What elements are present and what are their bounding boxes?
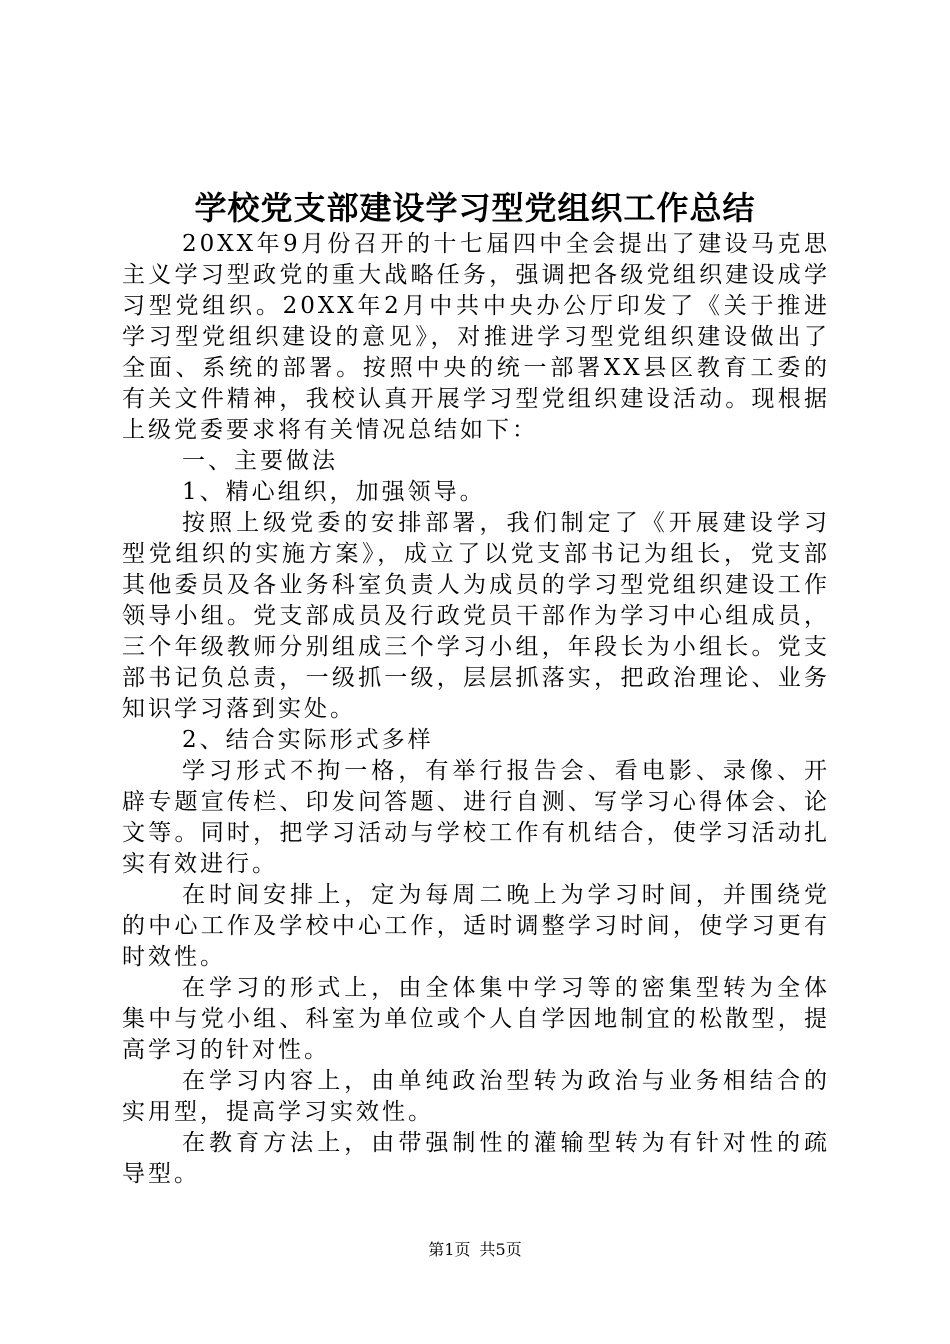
paragraph: 在学习内容上，由单纯政治型转为政治与业务相结合的实用型，提高学习实效性。 bbox=[122, 1068, 830, 1125]
paragraph: 学习形式不拘一格，有举行报告会、看电影、录像、开辟专题宣传栏、印发问答题、进行自测、写学习心得体会、论文等。同时，把学习活动与学校工作有机结合，使学习活动扎实有效进行。 bbox=[122, 758, 830, 877]
page-number: 第1页 bbox=[428, 1240, 471, 1259]
subsection-heading: 1、精心组织，加强领导。 bbox=[182, 479, 486, 505]
paragraph: 按照上级党委的安排部署，我们制定了《开展建设学习型党组织的实施方案》，成立了以党支部书记为组长，党支部其他委员及各业务科室负责人为成员的学习型党组织建设工作领导小组。党支部成员及行政党员干部作为学习中心组成员，三个年级教师分别组成三个学习小组，年段长为小组长。党支部书记负总责，一级抓一级，层层抓落实，把政治理论、业务知识学习落到实处。 bbox=[122, 510, 830, 722]
paragraph: 在学习的形式上，由全体集中学习等的密集型转为全体集中与党小组、科室为单位或个人自学因地制宜的松散型，提高学习的针对性。 bbox=[122, 975, 830, 1063]
subsection-heading: 2、结合实际形式多样 bbox=[182, 727, 434, 753]
document-title: 学校党支部建设学习型党组织工作总结 bbox=[194, 189, 756, 227]
page-total: 共5页 bbox=[479, 1240, 522, 1259]
paragraph: 在时间安排上，定为每周二晚上为学习时间，并围绕党的中心工作及学校中心工作，适时调整学习时间，使学习更有时效性。 bbox=[122, 882, 830, 970]
paragraph: 在教育方法上，由带强制性的灌输型转为有针对性的疏导型。 bbox=[122, 1130, 830, 1187]
page-footer bbox=[0, 1238, 950, 1262]
section-heading: 一、主要做法 bbox=[182, 448, 338, 474]
document-body bbox=[122, 229, 830, 1190]
paragraph-intro: 20XX年9月份召开的十七届四中全会提出了建设马克思主义学习型政党的重大战略任务，强调把各级党组织建设成学习型党组织。20XX年2月中共中央办公厅印发了《关于推进学习型党组织建设的意见》，对推进学习型党组织建设做出了全面、系统的部署。按照中央的统一部署XX县区教育工委的有关文件精神，我校认真开展学习型党组织建设活动。现根据上级党委要求将有关情况总结如下： bbox=[122, 231, 830, 443]
